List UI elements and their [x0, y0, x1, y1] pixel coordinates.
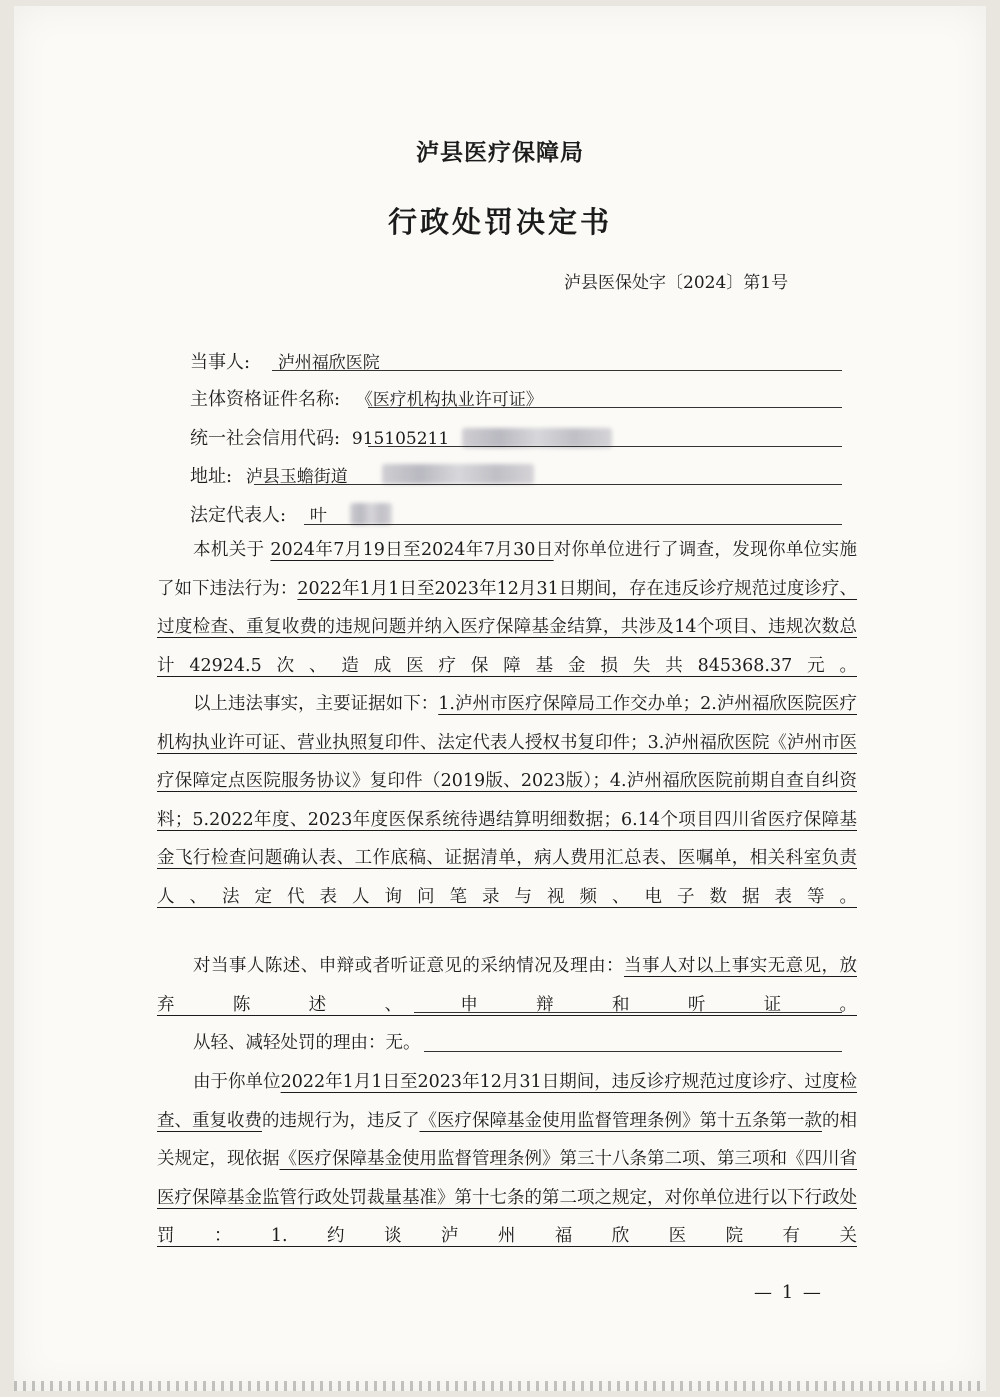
credit-code-value: 915105211 — [351, 429, 450, 449]
redacted-credit-code — [462, 428, 612, 448]
party-value: 泸州福欣医院 — [277, 353, 380, 373]
field-credit-code: 统一社会信用代码: 915105211 — [190, 428, 450, 449]
page-number: — 1 — — [754, 1282, 823, 1303]
field-address: 地址: 泸县玉蟾街道 — [190, 462, 348, 488]
party-underline — [272, 370, 842, 371]
certificate-value: 《医疗机构执业许可证》 — [355, 390, 543, 410]
address-value: 泸县玉蟾街道 — [245, 467, 348, 487]
field-party: 当事人: 泸州福欣医院 — [190, 348, 380, 374]
paragraph-mitigation: 从轻、减轻处罚的理由：无。 — [193, 1033, 421, 1053]
paragraph-penalty-basis: 由于你单位2022年1月1日至2023年12月31日期间，违反诊疗规范过度诊疗、过度检查、重复收费的违规行为，违反了《医疗保障基金使用监督管理条例》第十五条第一款的相关规定，现依据《医疗保障基金使用监督管理条例》第三十八条第二项、第三项和《四川省医疗保障基金监管行政处罚裁量基准》第十七条的第二项之规定，对你单位进行以下行政处罚：1.约谈泸州福欣医院有关 — [157, 1072, 858, 1246]
scan-edge-artifact — [14, 1381, 986, 1391]
document-number: 泸县医保处字〔2024〕第1号 — [564, 273, 789, 293]
field-legal-rep: 法定代表人: 叶 — [190, 501, 327, 527]
document-title: 行政处罚决定书 — [387, 205, 612, 239]
address-underline — [254, 484, 842, 485]
document-page — [14, 6, 986, 1391]
statement-underline — [414, 1012, 842, 1013]
field-certificate: 主体资格证件名称: 《医疗机构执业许可证》 — [190, 385, 543, 411]
credit-code-underline — [368, 446, 842, 447]
certificate-underline — [368, 407, 842, 408]
legal-rep-underline — [304, 524, 842, 525]
agency-title: 泸县医疗保障局 — [416, 139, 584, 166]
paragraph-evidence: 以上违法事实，主要证据如下：1.泸州市医疗保障局工作交办单；2.泸州福欣医院医疗机构执业许可证、营业执照复印件、法定代表人授权书复印件；3.泸州福欣医院《泸州市医疗保障定点医院服务协议》复印件（2019版、2023版）；4.泸州福欣医院前期自查自纠资料；5.2022年度、2023年度医保系统待遇结算明细数据；6.14个项目四川省医疗保障基金飞行检查问题确认表、工作底稿、证据清单，病人费用汇总表、医嘱单，相关科室负责人、法定代表人询问笔录与视频、电子数据表等。 — [157, 694, 857, 907]
redacted-address — [382, 464, 534, 484]
redacted-legal-rep — [350, 503, 392, 525]
paragraph-statement: 对当事人陈述、申辩或者听证意见的采纳情况及理由：当事人对以上事实无意见，放弃陈述、申辩和听证。 — [157, 956, 857, 1015]
mitigation-underline — [424, 1051, 842, 1052]
paragraph-investigation: 本机关于 2024年7月19日至2024年7月30日对你单位进行了调查，发现你单位实施了如下违法行为：2022年1月1日至2023年12月31日期间，存在违反诊疗规范过度诊疗、过度检查、重复收费的违规问题并纳入医疗保障基金结算，共涉及14个项目、违规次数总计42924.5次、造成医疗保障基金损失共845368.37元。 — [157, 540, 858, 676]
legal-rep-value: 叶 — [309, 506, 327, 526]
